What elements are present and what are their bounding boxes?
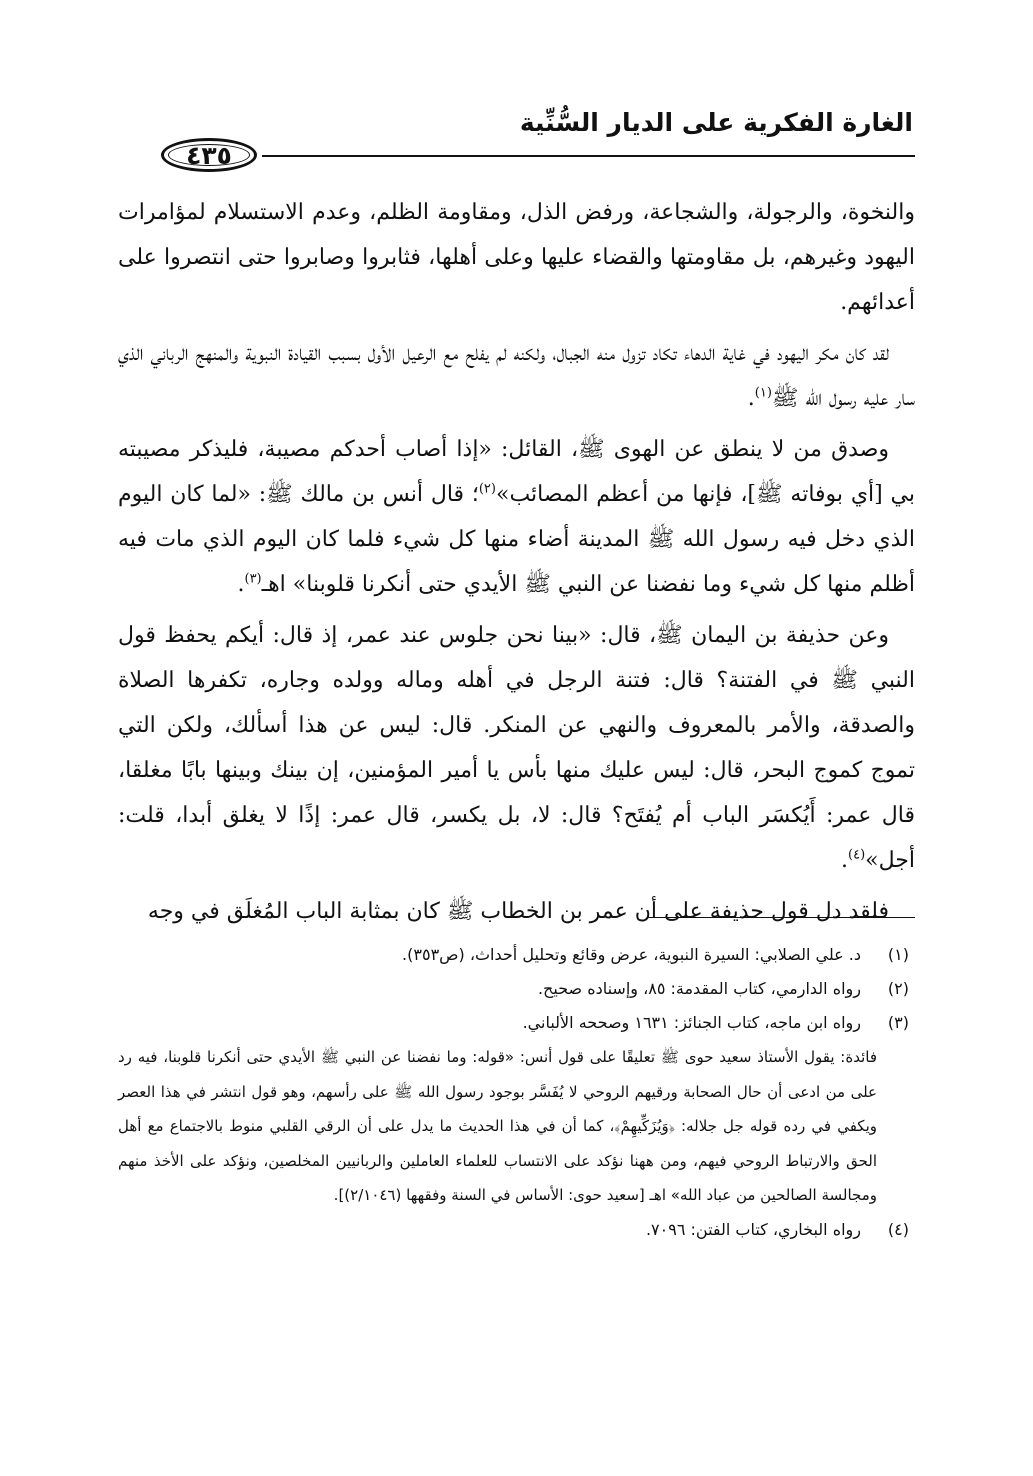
paragraph-2-text: لقد كان مكر اليهود في غاية الدهاء تكاد تزول منه الجبال، ولكنه لم يفلح مع الرعيل الأول بسبب القيادة النبوية والمنهج الرباني الذي سار عليه رسول الله ﷺ [118,341,915,411]
header-rule [262,155,915,157]
paragraph-5: فلقد دل قول حذيفة على أن عمر بن الخطاب ﷺ كان بمثابة الباب المُغلَق في وجه [147,899,889,924]
footnote-ref-4: (٤) [848,847,866,863]
paragraph-3-text-b: ؛ قال أنس بن مالك ﷺ: «لما كان اليوم الذي دخل فيه رسول الله ﷺ المدينة أضاء منها كل شيء فلما كان اليوم الذي مات فيه أظلم منها كل شيء وما نفضنا عن النبي ﷺ الأيدي حتى أنكرنا قلوبنا» اهـ [118,482,915,597]
footnote-separator [648,917,915,918]
footnote-3 [118,1006,909,1040]
footnote-1 [118,938,909,972]
footnote-2 [118,972,909,1006]
footnote-ref-2: (٢) [478,481,496,497]
footnote-3-number: (٣) [887,1013,909,1032]
paragraph-4-text: وعن حذيفة بن اليمان ﷺ، قال: «بينا نحن جلوس عند عمر، إذ قال: أيكم يحفظ قول النبي ﷺ في الفتنة؟ قال: فتنة الرجل في أهله وماله وولده وجاره، تكفرها الصلاة والصدقة، والأمر بالمعروف والنهي عن المنكر. قال: ليس عن هذا أسألك، ولكن التي تموج كموج البحر، قال: ليس عليك منها بأس يا أمير المؤمنين، إن بينك وبينها بابًا مغلقا، قال عمر: أَيُكسَر الباب أم يُفتَح؟ قال: لا، بل يكسر، قال عمر: إذًا لا يغلق أبدا، قلت: أجل» [118,623,915,873]
page-number: ٤٣٥ [186,140,232,170]
footnote-4-text: رواه البخاري، كتاب الفتن: ٧٠٩٦. [645,1219,861,1239]
paragraph-4-end: . [841,848,849,873]
paragraph-1: والنخوة، والرجولة، والشجاعة، ورفض الذل، ومقاومة الظلم، وعدم الاستسلام لمؤامرات اليهود وغيرهم، بل مقاومتها والقضاء عليها وعلى أهلها، فثابروا وصابروا حتى انتصروا على أعدائهم. [118,200,915,315]
footnote-1-text: د. علي الصلابي: السيرة النبوية، عرض وقائع وتحليل أحداث، (ص٣٥٣). [402,945,861,964]
footnote-1-number: (١) [887,945,909,964]
footnote-4-number: (٤) [887,1219,909,1239]
footnote-3-text: رواه ابن ماجه، كتاب الجنائز: ١٦٣١ وصححه الألباني. [522,1013,861,1032]
paragraph-4 [118,613,915,883]
paragraph-2-end: . [747,386,755,411]
paragraph-3-text-a: وصدق من لا ينطق عن الهوى ﷺ، القائل: «إذا أصاب أحدكم مصيبة، فليذكر مصيبته بي [أي بوفاته ﷺ]، فإنها من أعظم المصائب» [118,437,916,507]
main-text [118,190,915,940]
footnote-ref-1: (١) [754,385,772,401]
footnote-3-note: فائدة: يقول الأستاذ سعيد حوى ﷺ تعليقًا على قول أنس: «قوله: وما نفضنا عن النبي ﷺ الأيدي حتى أنكرنا قلوبنا، فيه رد على من ادعى أن حال الصحابة ورقيهم الروحي لا يُفَسَّر بوجود رسول الله ﷺ على رأسهم، وهو قول انتشر في هذا العصر ويكفي في رده قوله جل جلاله: ﴿وَيُزَكِّيهِمْ﴾، كما أن في هذا الحديث ما يدل على أن الرقي القلبي منوط بالاجتماع مع أهل الحق والارتباط الروحي فيهم، ومن ههنا نؤكد على الانتساب للعلماء العاملين والربانيين المخلصين، ونؤكد على الأخذ منهم ومجالسة الصالحين من عباد الله» اهـ [سعيد حوى: الأساس في السنة وفقهها (٢/١٠٤٦)]. [118,1048,877,1204]
footnote-4 [118,1213,909,1247]
paragraph-2 [118,331,915,421]
footnotes [118,938,909,1247]
paragraph-3-end: . [237,572,245,597]
paragraph-3 [118,427,915,607]
footnote-2-number: (٢) [887,979,909,998]
footnote-2-text: رواه الدارمي، كتاب المقدمة: ٨٥، وإسناده صحيح. [537,979,861,998]
page-number-badge [161,138,257,172]
running-header-title: الغارة الفكرية على الديار السُّنِّية [519,108,913,137]
footnote-ref-3: (٣) [244,571,262,587]
